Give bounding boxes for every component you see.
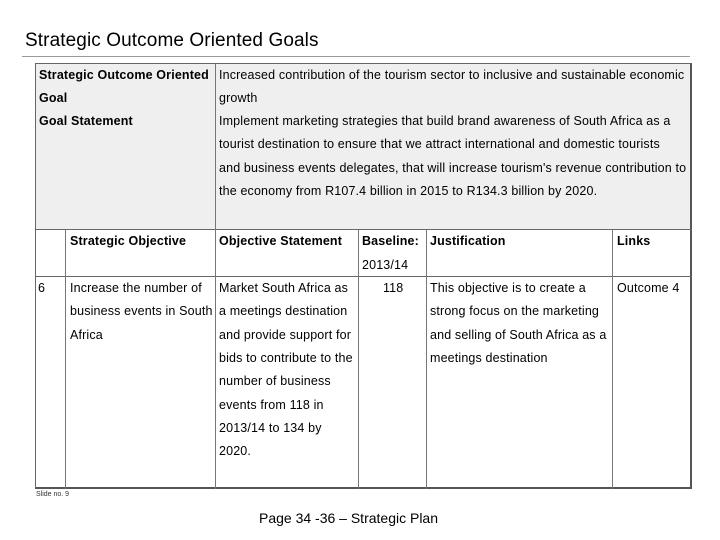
strategic-objective-line: Increase the number of — [70, 281, 202, 295]
goal-label-line2: Goal — [39, 91, 68, 105]
strategic-objective-line: business events in South — [70, 304, 213, 318]
justification-line: meetings destination — [430, 351, 548, 365]
goal-text: Increased contribution of the tourism sector to inclusive and sustainable economic — [219, 68, 685, 82]
goal-label-divider — [215, 64, 216, 489]
goal-label: Strategic Outcome Oriented — [39, 68, 209, 82]
justification-line: This objective is to create a — [430, 281, 586, 295]
header-baseline-year: 2013/14 — [362, 258, 409, 272]
header-baseline: Baseline: — [362, 234, 419, 248]
goal-statement-label: Goal Statement — [39, 114, 133, 128]
links-value: Outcome 4 — [617, 281, 680, 295]
page-footer: Page 34 -36 – Strategic Plan — [259, 510, 439, 526]
goal-statement-line: Implement marketing strategies that build brand awareness of South Africa as a — [219, 114, 671, 128]
objective-statement-line: and provide support for — [219, 328, 352, 342]
number-column-divider — [65, 230, 66, 489]
header-links: Links — [617, 234, 651, 248]
objective-statement-line: number of business — [219, 374, 331, 388]
baseline-value: 118 — [383, 281, 404, 295]
objective-statement-line: events from 118 in — [219, 398, 324, 412]
baseline-column-divider — [426, 230, 427, 489]
goal-text-line2: growth — [219, 91, 258, 105]
header-strategic-objective: Strategic Objective — [70, 234, 187, 248]
links-column-divider — [612, 230, 613, 489]
page-title: Strategic Outcome Oriented Goals — [25, 30, 319, 51]
objective-statement-line: 2013/14 to 134 by — [219, 421, 322, 435]
header-justification: Justification — [430, 234, 506, 248]
objective-statement-line: 2020. — [219, 444, 252, 458]
objective-statement-line: bids to contribute to the — [219, 351, 353, 365]
header-objective-statement: Objective Statement — [219, 234, 343, 248]
objective-statement-line: a meetings destination — [219, 304, 348, 318]
title-divider — [22, 56, 690, 57]
objective-statement-line: Market South Africa as — [219, 281, 349, 295]
goal-statement-line: the economy from R107.4 billion in 2015 to R134.3 billion by 2020. — [219, 184, 598, 198]
justification-line: and selling of South Africa as a — [430, 328, 607, 342]
row-number: 6 — [38, 281, 46, 295]
statement-column-divider — [358, 230, 359, 489]
strategic-objective-line: Africa — [70, 328, 103, 342]
slide-number: Slide no. 9 — [36, 491, 70, 498]
goal-statement-line: tourist destination to ensure that we attract international and domestic tourists — [219, 137, 660, 151]
goal-statement-line: and business events delegates, that will increase tourism's revenue contribution to — [219, 161, 687, 175]
justification-line: strong focus on the marketing — [430, 304, 600, 318]
